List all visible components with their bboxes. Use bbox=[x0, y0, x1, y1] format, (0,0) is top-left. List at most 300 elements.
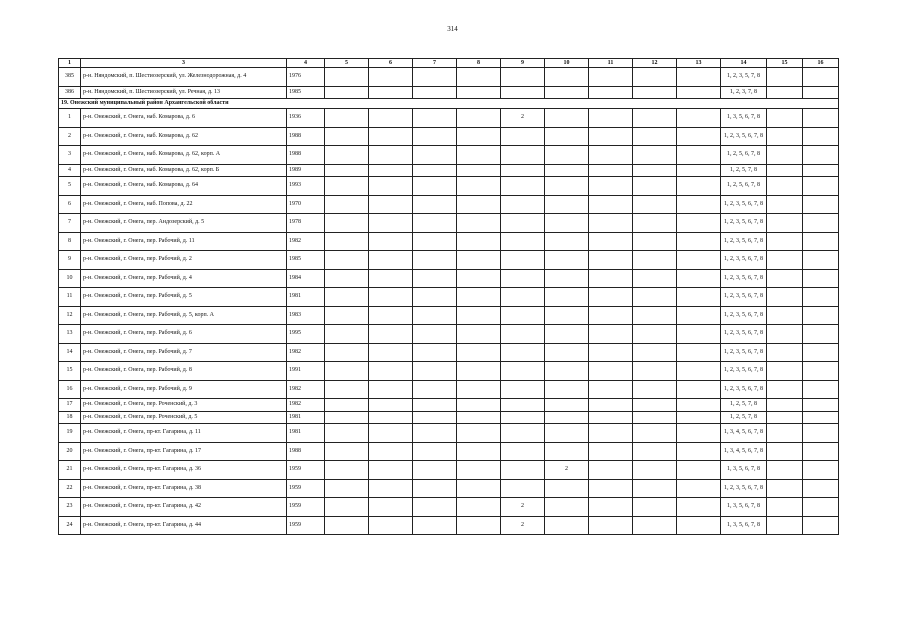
empty-cell bbox=[803, 164, 839, 177]
row-year: 1993 bbox=[287, 177, 325, 196]
empty-cell bbox=[589, 399, 633, 412]
empty-cell bbox=[589, 269, 633, 288]
empty-cell bbox=[325, 251, 369, 270]
cell-col-14: 1, 3, 5, 6, 7, 8 bbox=[721, 109, 767, 128]
empty-cell bbox=[633, 68, 677, 87]
cell-col-14: 1, 2, 3, 5, 6, 7, 8 bbox=[721, 251, 767, 270]
empty-cell bbox=[767, 251, 803, 270]
row-number: 21 bbox=[59, 461, 81, 480]
row-address: р-н. Онежский, г. Онега, пр-кт. Гагарина, д. 11 bbox=[81, 424, 287, 443]
empty-cell bbox=[325, 109, 369, 128]
cell-col-9 bbox=[501, 164, 545, 177]
table-row bbox=[59, 232, 839, 251]
empty-cell bbox=[589, 362, 633, 381]
table-row bbox=[59, 306, 839, 325]
cell-col-9: 2 bbox=[501, 516, 545, 535]
column-header: 12 bbox=[633, 59, 677, 68]
row-number: 5 bbox=[59, 177, 81, 196]
row-year: 1989 bbox=[287, 164, 325, 177]
row-year: 1976 bbox=[287, 68, 325, 87]
row-number: 4 bbox=[59, 164, 81, 177]
cell-col-9 bbox=[501, 442, 545, 461]
empty-cell bbox=[369, 306, 413, 325]
empty-cell bbox=[589, 306, 633, 325]
cell-col-10 bbox=[545, 343, 589, 362]
row-number: 7 bbox=[59, 214, 81, 233]
empty-cell bbox=[803, 399, 839, 412]
empty-cell bbox=[369, 288, 413, 307]
row-address: р-н. Онежский, г. Онега, пер. Рабочий, д. 11 bbox=[81, 232, 287, 251]
column-header: 14 bbox=[721, 59, 767, 68]
empty-cell bbox=[803, 479, 839, 498]
cell-col-14: 1, 2, 3, 5, 6, 7, 8 bbox=[721, 306, 767, 325]
empty-cell bbox=[413, 516, 457, 535]
table-row bbox=[59, 362, 839, 381]
empty-cell bbox=[633, 461, 677, 480]
cell-col-10 bbox=[545, 164, 589, 177]
empty-cell bbox=[767, 306, 803, 325]
table-body bbox=[59, 68, 839, 535]
empty-cell bbox=[633, 232, 677, 251]
empty-cell bbox=[677, 177, 721, 196]
empty-cell bbox=[803, 86, 839, 99]
empty-cell bbox=[803, 442, 839, 461]
row-year: 1936 bbox=[287, 109, 325, 128]
page-number: 314 bbox=[447, 25, 458, 33]
empty-cell bbox=[767, 442, 803, 461]
empty-cell bbox=[803, 461, 839, 480]
empty-cell bbox=[457, 498, 501, 517]
table-row bbox=[59, 68, 839, 87]
empty-cell bbox=[677, 461, 721, 480]
empty-cell bbox=[457, 399, 501, 412]
empty-cell bbox=[633, 399, 677, 412]
empty-cell bbox=[589, 109, 633, 128]
empty-cell bbox=[633, 362, 677, 381]
column-header: 9 bbox=[501, 59, 545, 68]
row-number: 3 bbox=[59, 146, 81, 165]
empty-cell bbox=[677, 442, 721, 461]
empty-cell bbox=[457, 109, 501, 128]
cell-col-10 bbox=[545, 251, 589, 270]
empty-cell bbox=[325, 269, 369, 288]
cell-col-10 bbox=[545, 68, 589, 87]
empty-cell bbox=[369, 479, 413, 498]
table-row bbox=[59, 411, 839, 424]
empty-cell bbox=[457, 269, 501, 288]
row-address: р-н. Онежский, г. Онега, пер. Рабочий, д. 7 bbox=[81, 343, 287, 362]
empty-cell bbox=[457, 461, 501, 480]
row-year: 1988 bbox=[287, 146, 325, 165]
empty-cell bbox=[677, 288, 721, 307]
empty-cell bbox=[589, 214, 633, 233]
empty-cell bbox=[589, 86, 633, 99]
empty-cell bbox=[413, 195, 457, 214]
column-header: 13 bbox=[677, 59, 721, 68]
empty-cell bbox=[325, 479, 369, 498]
row-address: р-н. Онежский, г. Онега, пер. Рабочий, д. 4 bbox=[81, 269, 287, 288]
empty-cell bbox=[677, 164, 721, 177]
cell-col-9 bbox=[501, 214, 545, 233]
empty-cell bbox=[413, 325, 457, 344]
empty-cell bbox=[325, 164, 369, 177]
empty-cell bbox=[589, 195, 633, 214]
cell-col-14: 1, 3, 5, 6, 7, 8 bbox=[721, 516, 767, 535]
empty-cell bbox=[413, 232, 457, 251]
empty-cell bbox=[325, 232, 369, 251]
empty-cell bbox=[803, 214, 839, 233]
empty-cell bbox=[767, 399, 803, 412]
row-address: р-н. Онежский, г. Онега, пер. Рабочий, д. 6 bbox=[81, 325, 287, 344]
row-number: 12 bbox=[59, 306, 81, 325]
row-address: р-н. Онежский, г. Онега, пр-кт. Гагарина, д. 36 bbox=[81, 461, 287, 480]
empty-cell bbox=[633, 214, 677, 233]
cell-col-10 bbox=[545, 424, 589, 443]
empty-cell bbox=[589, 232, 633, 251]
row-number: 2 bbox=[59, 127, 81, 146]
table-row bbox=[59, 86, 839, 99]
empty-cell bbox=[369, 109, 413, 128]
cell-col-9 bbox=[501, 269, 545, 288]
row-address: р-н. Онежский, г. Онега, наб. Комарова, д. 62 bbox=[81, 127, 287, 146]
empty-cell bbox=[413, 164, 457, 177]
empty-cell bbox=[369, 269, 413, 288]
table-row bbox=[59, 214, 839, 233]
empty-cell bbox=[633, 343, 677, 362]
empty-cell bbox=[589, 68, 633, 87]
empty-cell bbox=[589, 461, 633, 480]
empty-cell bbox=[457, 442, 501, 461]
empty-cell bbox=[677, 306, 721, 325]
empty-cell bbox=[325, 325, 369, 344]
column-header: 11 bbox=[589, 59, 633, 68]
empty-cell bbox=[413, 127, 457, 146]
empty-cell bbox=[457, 127, 501, 146]
empty-cell bbox=[589, 127, 633, 146]
empty-cell bbox=[803, 516, 839, 535]
empty-cell bbox=[633, 269, 677, 288]
cell-col-14: 1, 3, 5, 6, 7, 8 bbox=[721, 461, 767, 480]
column-header: 5 bbox=[325, 59, 369, 68]
cell-col-9 bbox=[501, 411, 545, 424]
row-number: 20 bbox=[59, 442, 81, 461]
empty-cell bbox=[457, 306, 501, 325]
empty-cell bbox=[589, 411, 633, 424]
empty-cell bbox=[803, 146, 839, 165]
empty-cell bbox=[413, 461, 457, 480]
empty-cell bbox=[633, 424, 677, 443]
cell-col-10 bbox=[545, 399, 589, 412]
row-year: 1981 bbox=[287, 424, 325, 443]
table-row bbox=[59, 461, 839, 480]
row-year: 1982 bbox=[287, 343, 325, 362]
row-number: 18 bbox=[59, 411, 81, 424]
empty-cell bbox=[413, 86, 457, 99]
empty-cell bbox=[767, 195, 803, 214]
empty-cell bbox=[633, 498, 677, 517]
empty-cell bbox=[369, 516, 413, 535]
empty-cell bbox=[457, 362, 501, 381]
empty-cell bbox=[767, 109, 803, 128]
empty-cell bbox=[677, 214, 721, 233]
cell-col-10 bbox=[545, 442, 589, 461]
empty-cell bbox=[633, 442, 677, 461]
empty-cell bbox=[633, 177, 677, 196]
cell-col-10 bbox=[545, 214, 589, 233]
empty-cell bbox=[677, 68, 721, 87]
empty-cell bbox=[457, 146, 501, 165]
empty-cell bbox=[325, 306, 369, 325]
empty-cell bbox=[457, 325, 501, 344]
row-address: р-н. Онежский, г. Онега, пер. Рабочий, д. 9 bbox=[81, 380, 287, 399]
row-number: 17 bbox=[59, 399, 81, 412]
empty-cell bbox=[413, 306, 457, 325]
cell-col-14: 1, 2, 3, 5, 6, 7, 8 bbox=[721, 380, 767, 399]
empty-cell bbox=[589, 164, 633, 177]
table-row bbox=[59, 399, 839, 412]
table-row bbox=[59, 195, 839, 214]
header-row bbox=[59, 59, 839, 68]
empty-cell bbox=[413, 380, 457, 399]
row-year: 1981 bbox=[287, 411, 325, 424]
row-number: 14 bbox=[59, 343, 81, 362]
empty-cell bbox=[633, 195, 677, 214]
empty-cell bbox=[413, 362, 457, 381]
empty-cell bbox=[633, 109, 677, 128]
empty-cell bbox=[589, 498, 633, 517]
empty-cell bbox=[677, 325, 721, 344]
row-address: р-н. Онежский, г. Онега, пр-кт. Гагарина, д. 38 bbox=[81, 479, 287, 498]
empty-cell bbox=[589, 516, 633, 535]
cell-col-10 bbox=[545, 127, 589, 146]
cell-col-9 bbox=[501, 380, 545, 399]
empty-cell bbox=[633, 380, 677, 399]
empty-cell bbox=[803, 498, 839, 517]
row-number: 1 bbox=[59, 109, 81, 128]
empty-cell bbox=[677, 109, 721, 128]
empty-cell bbox=[589, 380, 633, 399]
row-address: р-н. Онежский, г. Онега, пр-кт. Гагарина, д. 42 bbox=[81, 498, 287, 517]
empty-cell bbox=[633, 146, 677, 165]
empty-cell bbox=[767, 232, 803, 251]
row-number: 386 bbox=[59, 86, 81, 99]
empty-cell bbox=[413, 288, 457, 307]
empty-cell bbox=[457, 86, 501, 99]
column-header: 15 bbox=[767, 59, 803, 68]
empty-cell bbox=[369, 343, 413, 362]
cell-col-9 bbox=[501, 232, 545, 251]
empty-cell bbox=[589, 424, 633, 443]
row-year: 1982 bbox=[287, 380, 325, 399]
empty-cell bbox=[677, 251, 721, 270]
empty-cell bbox=[677, 269, 721, 288]
cell-col-9 bbox=[501, 146, 545, 165]
empty-cell bbox=[413, 479, 457, 498]
cell-col-10 bbox=[545, 109, 589, 128]
cell-col-10 bbox=[545, 498, 589, 517]
cell-col-9 bbox=[501, 325, 545, 344]
row-year: 1959 bbox=[287, 498, 325, 517]
column-header: 1 bbox=[59, 59, 81, 68]
cell-col-9 bbox=[501, 251, 545, 270]
table-row bbox=[59, 479, 839, 498]
empty-cell bbox=[369, 195, 413, 214]
cell-col-10 bbox=[545, 380, 589, 399]
empty-cell bbox=[633, 306, 677, 325]
row-number: 9 bbox=[59, 251, 81, 270]
row-address: р-н. Онежский, г. Онега, пер. Роченский, д. 5 bbox=[81, 411, 287, 424]
empty-cell bbox=[677, 399, 721, 412]
cell-col-14: 1, 2, 3, 5, 6, 7, 8 bbox=[721, 232, 767, 251]
column-header: 3 bbox=[81, 59, 287, 68]
cell-col-9 bbox=[501, 362, 545, 381]
empty-cell bbox=[413, 498, 457, 517]
empty-cell bbox=[677, 516, 721, 535]
empty-cell bbox=[369, 380, 413, 399]
empty-cell bbox=[325, 442, 369, 461]
row-number: 15 bbox=[59, 362, 81, 381]
empty-cell bbox=[803, 127, 839, 146]
cell-col-9 bbox=[501, 86, 545, 99]
empty-cell bbox=[803, 424, 839, 443]
row-address: р-н. Онежский, г. Онега, пер. Андозерский, д. 5 bbox=[81, 214, 287, 233]
empty-cell bbox=[457, 68, 501, 87]
empty-cell bbox=[369, 251, 413, 270]
column-header: 7 bbox=[413, 59, 457, 68]
empty-cell bbox=[767, 362, 803, 381]
empty-cell bbox=[633, 127, 677, 146]
empty-cell bbox=[369, 146, 413, 165]
empty-cell bbox=[325, 399, 369, 412]
table-row bbox=[59, 146, 839, 165]
empty-cell bbox=[457, 177, 501, 196]
empty-cell bbox=[325, 516, 369, 535]
row-address: р-н. Онежский, г. Онега, наб. Комарова, д. 6 bbox=[81, 109, 287, 128]
empty-cell bbox=[803, 195, 839, 214]
empty-cell bbox=[803, 306, 839, 325]
empty-cell bbox=[803, 343, 839, 362]
empty-cell bbox=[369, 362, 413, 381]
empty-cell bbox=[457, 343, 501, 362]
empty-cell bbox=[677, 479, 721, 498]
cell-col-14: 1, 2, 3, 7, 8 bbox=[721, 86, 767, 99]
cell-col-14: 1, 2, 3, 5, 6, 7, 8 bbox=[721, 214, 767, 233]
empty-cell bbox=[633, 164, 677, 177]
cell-col-14: 1, 3, 4, 5, 6, 7, 8 bbox=[721, 424, 767, 443]
row-year: 1991 bbox=[287, 362, 325, 381]
empty-cell bbox=[413, 343, 457, 362]
row-number: 16 bbox=[59, 380, 81, 399]
empty-cell bbox=[633, 325, 677, 344]
cell-col-9 bbox=[501, 424, 545, 443]
empty-cell bbox=[589, 288, 633, 307]
row-year: 1970 bbox=[287, 195, 325, 214]
cell-col-14: 1, 2, 3, 5, 6, 7, 8 bbox=[721, 288, 767, 307]
cell-col-14: 1, 2, 3, 5, 6, 7, 8 bbox=[721, 362, 767, 381]
row-number: 8 bbox=[59, 232, 81, 251]
empty-cell bbox=[767, 127, 803, 146]
empty-cell bbox=[677, 232, 721, 251]
empty-cell bbox=[325, 411, 369, 424]
empty-cell bbox=[325, 461, 369, 480]
empty-cell bbox=[369, 86, 413, 99]
empty-cell bbox=[767, 479, 803, 498]
table-row bbox=[59, 127, 839, 146]
row-address: р-н. Онежский, г. Онега, пер. Роченский, д. 3 bbox=[81, 399, 287, 412]
empty-cell bbox=[767, 214, 803, 233]
cell-col-9 bbox=[501, 306, 545, 325]
empty-cell bbox=[369, 461, 413, 480]
empty-cell bbox=[767, 269, 803, 288]
cell-col-9 bbox=[501, 127, 545, 146]
empty-cell bbox=[767, 461, 803, 480]
cell-col-9 bbox=[501, 343, 545, 362]
empty-cell bbox=[677, 195, 721, 214]
row-address: р-н. Онежский, г. Онега, пер. Рабочий, д. 5 bbox=[81, 288, 287, 307]
empty-cell bbox=[589, 479, 633, 498]
empty-cell bbox=[803, 269, 839, 288]
empty-cell bbox=[457, 411, 501, 424]
column-header: 6 bbox=[369, 59, 413, 68]
cell-col-9 bbox=[501, 479, 545, 498]
empty-cell bbox=[677, 424, 721, 443]
empty-cell bbox=[677, 146, 721, 165]
empty-cell bbox=[413, 399, 457, 412]
cell-col-10 bbox=[545, 325, 589, 344]
empty-cell bbox=[803, 177, 839, 196]
empty-cell bbox=[803, 380, 839, 399]
row-number: 11 bbox=[59, 288, 81, 307]
empty-cell bbox=[677, 127, 721, 146]
empty-cell bbox=[413, 177, 457, 196]
empty-cell bbox=[369, 442, 413, 461]
row-year: 1959 bbox=[287, 479, 325, 498]
cell-col-14: 1, 2, 3, 5, 6, 7, 8 bbox=[721, 195, 767, 214]
empty-cell bbox=[369, 232, 413, 251]
empty-cell bbox=[633, 251, 677, 270]
cell-col-14: 1, 3, 5, 6, 7, 8 bbox=[721, 498, 767, 517]
row-year: 1988 bbox=[287, 127, 325, 146]
empty-cell bbox=[767, 343, 803, 362]
table-row bbox=[59, 424, 839, 443]
empty-cell bbox=[803, 251, 839, 270]
row-number: 24 bbox=[59, 516, 81, 535]
cell-col-14: 1, 2, 3, 5, 6, 7, 8 bbox=[721, 343, 767, 362]
cell-col-9 bbox=[501, 177, 545, 196]
empty-cell bbox=[369, 424, 413, 443]
row-year: 1981 bbox=[287, 288, 325, 307]
cell-col-9 bbox=[501, 195, 545, 214]
empty-cell bbox=[457, 232, 501, 251]
empty-cell bbox=[413, 269, 457, 288]
empty-cell bbox=[803, 109, 839, 128]
empty-cell bbox=[767, 516, 803, 535]
empty-cell bbox=[677, 498, 721, 517]
empty-cell bbox=[325, 86, 369, 99]
empty-cell bbox=[633, 479, 677, 498]
empty-cell bbox=[413, 251, 457, 270]
row-number: 13 bbox=[59, 325, 81, 344]
empty-cell bbox=[325, 177, 369, 196]
empty-cell bbox=[803, 288, 839, 307]
cell-col-9 bbox=[501, 399, 545, 412]
table-row bbox=[59, 343, 839, 362]
column-header: 10 bbox=[545, 59, 589, 68]
empty-cell bbox=[589, 251, 633, 270]
empty-cell bbox=[803, 232, 839, 251]
cell-col-10 bbox=[545, 411, 589, 424]
row-address: р-н. Няндомский, п. Шестиозерский, ул. Речная, д. 13 bbox=[81, 86, 287, 99]
